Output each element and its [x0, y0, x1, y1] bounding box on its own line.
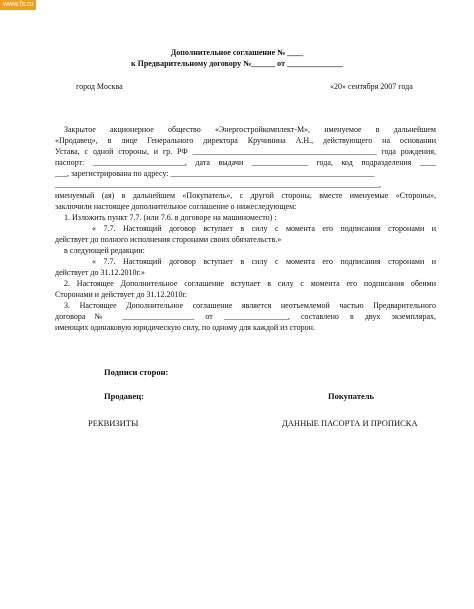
- clause-1-intro: 1. Изложить пункт 7.7. (или 7.6. в договоре на машиноместо) :: [64, 213, 277, 222]
- clause-1-old-text: « 7.7. Настоящий договор вступает в силу с момента его подписания сторонами и: [92, 224, 436, 233]
- site-watermark: www.fs.ru: [0, 0, 36, 10]
- preamble-line: Устава, с одной стороны, и гр. РФ ______________________________________________ года рождения,: [55, 147, 436, 156]
- document-date: «20» сентября 2007 года: [330, 82, 413, 91]
- preamble-line: заключили настоящее дополнительное соглашение о нижеследующем:: [55, 202, 297, 211]
- clause-1-old-text: действует до полного исполнения сторонами своих обязательств.»: [55, 235, 282, 244]
- preamble-line: _________________________________________________________________________________,: [55, 180, 381, 189]
- clause-1-new-text: действует до 31.12.2010г.»: [55, 268, 145, 277]
- document-subtitle: к Предварительному договору №______ от ______________: [130, 59, 343, 68]
- clause-3-text: 3. Настоящее Дополнительное соглашение является неотъемлемой частью Предварительного: [64, 301, 436, 310]
- clause-1-new-text: « 7.7. Настоящий договор вступает в силу с момента его подписания сторонами и: [92, 257, 436, 266]
- preamble-line: Закрытое акционерное общество «Энергостройкомплект-М», именуемое в дальнейшем: [64, 125, 436, 134]
- buyer-details: ДАННЫЕ ПАСОРТА И ПРОПИСКА: [282, 418, 418, 428]
- clause-2-text: 2. Настоящее Дополнительное соглашение вступает в силу с момента его подписания обеими: [64, 279, 436, 288]
- buyer-label: Покупатель: [328, 391, 375, 401]
- clause-3-text: договора№ __________________ от ________________, составлено в двух экземплярах,: [55, 312, 436, 321]
- preamble-line: паспорт: _______________________, дата выдачи ______________ года, код подразделения ____: [55, 158, 436, 167]
- preamble-line: «Продавец», в лице Генерального директора Кручинина А.Н., действующего на основании: [55, 136, 436, 145]
- city: город Москва: [76, 82, 123, 91]
- clause-1-new-intro: в следующей редакции:: [64, 246, 145, 255]
- seller-label: Продавец:: [104, 391, 144, 401]
- document-title: Дополнительное соглашение № ____: [170, 48, 304, 57]
- clause-3-text: имеющих одинаковую юридическую силу, по одному для каждой из сторон.: [55, 323, 315, 332]
- preamble-line: именуемый (ая) в дальнейшем «Покупатель», с другой стороны, вместе именуемые «Стороны»,: [55, 191, 436, 200]
- signatures-heading: Подписи сторон:: [104, 367, 169, 377]
- seller-details: РЕКВИЗИТЫ: [88, 418, 139, 428]
- clause-2-text: Сторонами и действует до 31.12.2010г.: [55, 290, 187, 299]
- preamble-line: ___, зарегистрирована по адресу: ___________________________________________________: [55, 169, 375, 178]
